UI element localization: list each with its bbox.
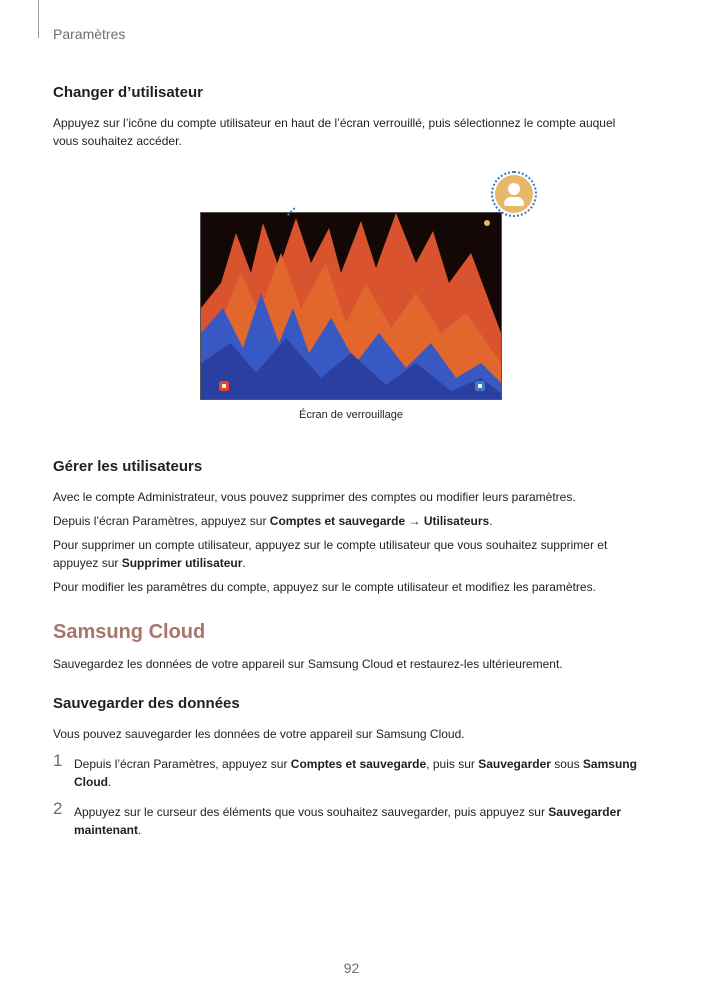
delete-user-label: Supprimer utilisateur <box>121 556 243 570</box>
manage-users-p3: Pour supprimer un compte utilisateur, appuyez sur le compte utilisateur que vous souhaitez supprimer et appuyez sur Supprimer utilisateur. <box>53 538 608 570</box>
lock-screen-figure <box>200 212 502 400</box>
lock-shortcut-left-icon[interactable] <box>219 381 229 391</box>
user-account-callout[interactable] <box>491 171 537 217</box>
backup-intro: Vous pouvez sauvegarder les données de votre appareil sur Samsung Cloud. <box>53 727 465 741</box>
manage-users-p2: Depuis l’écran Paramètres, appuyez sur Comptes et sauvegarde → Utilisateurs. <box>53 514 493 528</box>
user-avatar-icon[interactable] <box>495 175 533 213</box>
step-text: Depuis l’écran Paramètres, appuyez sur Comptes et sauvegarde, puis sur Sauvegarder sous Samsung Cloud. <box>74 757 637 789</box>
step-text: Appuyez sur le curseur des éléments que vous souhaitez sauvegarder, puis appuyez sur Sauvegarder maintenant. <box>74 805 621 837</box>
samsung-cloud-intro: Sauvegardez les données de votre appareil sur Samsung Cloud et restaurez-les ultérieurement. <box>53 657 563 671</box>
switch-user-body: Appuyez sur l’icône du compte utilisateur en haut de l’écran verrouillé, puis sélectionnez le compte auquel vous souhaitez accéder. <box>53 116 616 148</box>
section-title-switch-user: Changer d’utilisateur <box>53 84 204 101</box>
header-divider <box>38 0 39 38</box>
lock-screen-image <box>200 212 502 400</box>
status-indicator-icon <box>484 220 490 226</box>
section-title-backup: Sauvegarder des données <box>53 695 240 712</box>
page-number: 92 <box>343 960 360 976</box>
lock-shortcut-right-icon[interactable] <box>475 381 485 391</box>
step-number: 1 <box>53 751 63 770</box>
manage-users-p1: Avec le compte Administrateur, vous pouvez supprimer des comptes ou modifier leurs paramètres. <box>53 490 576 504</box>
section-title-manage-users: Gérer les utilisateurs <box>53 458 203 475</box>
figure-caption: Écran de verrouillage <box>299 409 403 421</box>
section-title-samsung-cloud: Samsung Cloud <box>53 621 206 643</box>
menu-path-accounts: Comptes et sauvegarde <box>269 514 406 528</box>
manage-users-p4: Pour modifier les paramètres du compte, appuyez sur le compte utilisateur et modifiez les paramètres. <box>53 580 596 594</box>
header-title: Paramètres <box>53 26 126 42</box>
step-number: 2 <box>53 799 63 818</box>
wallpaper-illustration <box>201 213 501 399</box>
menu-path-users: Utilisateurs <box>423 514 490 528</box>
